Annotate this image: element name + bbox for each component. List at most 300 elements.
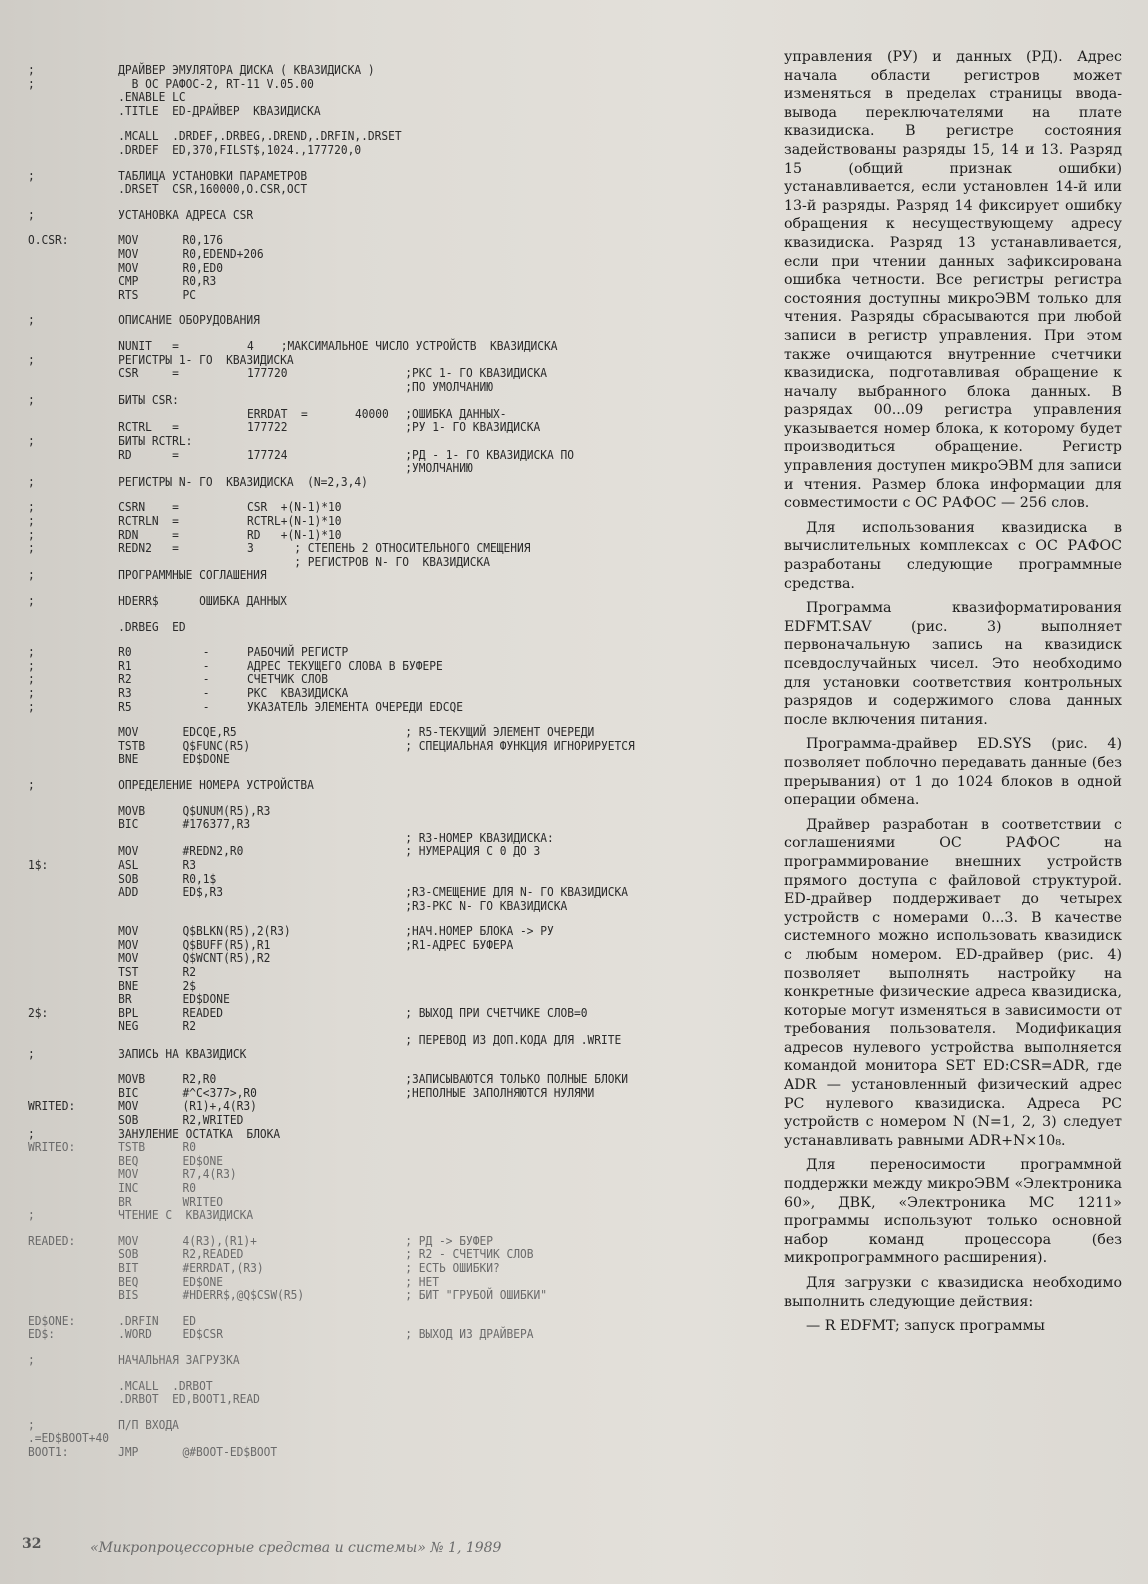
listing-field-c: READED <box>182 1005 224 1020</box>
listing-field-a: .=ED$BOOT+40 <box>28 1431 110 1446</box>
listing-line <box>28 421 709 435</box>
listing-line <box>28 144 709 158</box>
paragraph: — R EDFMT; запуск программы <box>806 1318 1045 1335</box>
paragraph: Для переносимости программной поддержки между микроЭВМ «Электроника 60», ДВК, «Электроника МС 1211» программы используют только основной набор команд процессора (без микропрограммного расширения). <box>784 1157 1122 1267</box>
listing-line <box>28 818 709 832</box>
listing-line <box>28 845 709 859</box>
listing-field-c: ED$DONE <box>182 752 230 767</box>
listing-field-a: ; <box>28 76 35 91</box>
listing-field-a: ; <box>28 699 35 714</box>
listing-line <box>28 966 709 980</box>
listing-field-b: BIC <box>118 1085 139 1100</box>
listing-field-a: ; <box>28 568 35 583</box>
listing-field-e: ;R3-СМЕЩЕНИЕ ДЛЯ N- ГО КВАЗИДИСКА <box>405 885 628 900</box>
listing-line <box>28 1432 709 1446</box>
listing-field-b: MOV <box>118 951 139 966</box>
listing-field-a: ; <box>28 474 35 489</box>
listing-field-b: SOB <box>118 1113 139 1127</box>
listing-field-b: MOV <box>118 844 139 859</box>
listing-field-e: ;РКС 1- ГО КВАЗИДИСКА <box>405 366 547 381</box>
listing-field-b: R1 <box>118 658 132 673</box>
listing-line <box>28 886 709 900</box>
listing-gap <box>28 1368 709 1380</box>
listing-field-b: РЕГИСТРЫ N- ГО КВАЗИДИСКА (N=2,3,4) <box>118 474 368 489</box>
listing-field-a: ED$: <box>28 1327 56 1342</box>
listing-field-b: ASL <box>118 857 139 872</box>
listing-field-b: RD = <box>118 447 179 462</box>
listing-field-b: ОПРЕДЕЛЕНИЕ НОМЕРА УСТРОЙСТВА <box>118 777 314 792</box>
listing-line <box>28 275 709 289</box>
listing-field-c: ED$CSR <box>182 1327 224 1342</box>
listing-line <box>28 170 709 184</box>
listing-line <box>28 1048 709 1062</box>
paragraph: Для использования квазидиска в вычислительных комплексах с ОС РАФОС разработаны следующие программные средства. <box>784 519 1122 592</box>
listing-line <box>28 262 709 276</box>
listing-field-c: 2$ <box>182 978 197 993</box>
listing-field-c: ED$ONE <box>182 1274 224 1289</box>
listing-field-a: ; <box>28 1126 35 1141</box>
listing-field-b: CSR = <box>118 366 179 381</box>
listing-line <box>28 1182 709 1196</box>
listing-field-a: ; <box>28 527 35 542</box>
listing-field-c: R0,ED0 <box>182 260 224 275</box>
listing-field-c: #^C<377>,R0 <box>182 1085 257 1100</box>
listing-field-c: WRITEO <box>182 1194 224 1209</box>
listing-field-a: READED: <box>28 1233 76 1248</box>
listing-line <box>28 1087 709 1101</box>
listing-field-d: АДРЕС ТЕКУЩЕГО СЛОВА В БУФЕРЕ <box>246 658 443 673</box>
listing-field-a: ; <box>28 594 35 608</box>
listing-field-b: REDN2 = <box>118 541 179 556</box>
listing-gap <box>28 158 709 170</box>
listing-field-e: ; ПЕРЕВОД ИЗ ДОП.КОДА ДЛЯ .WRITE <box>405 1033 622 1048</box>
listing-field-c: R2,WRITED <box>182 1113 244 1127</box>
listing-field-b: R5 <box>118 699 132 714</box>
listing-field-c: Q$BLKN(R5),2(R3) <box>182 924 291 939</box>
listing-line <box>28 779 709 793</box>
listing-gap <box>28 1303 709 1315</box>
listing-field-d: 177724 <box>246 447 288 462</box>
listing-line <box>28 805 709 819</box>
listing-field-e: ; БИТ "ГРУБОЙ ОШИБКИ" <box>405 1288 547 1303</box>
listing-line <box>28 381 709 395</box>
listing-field-d: РАБОЧИЙ РЕГИСТР <box>246 645 349 660</box>
listing-field-c: #HDERR$,@Q$CSW(R5) <box>182 1288 305 1303</box>
listing-line <box>28 595 709 609</box>
listing-field-b: TSTB <box>118 738 146 753</box>
listing-field-b: ОПИСАНИЕ ОБОРУДОВАНИЯ <box>118 313 260 328</box>
listing-field-b: ПРОГРАММНЫЕ СОГЛАШЕНИЯ <box>118 568 267 583</box>
listing-field-d: RD +(N-1)*10 <box>246 527 342 542</box>
listing-line <box>28 646 709 660</box>
listing-field-b: MOV <box>118 260 139 275</box>
listing-field-b: .MCALL .DRBOT <box>118 1378 213 1393</box>
listing-line <box>28 209 709 223</box>
listing-line <box>28 687 709 701</box>
listing-field-a: BOOT1: <box>28 1444 69 1459</box>
listing-line <box>28 542 709 556</box>
listing-field-b: BIS <box>118 1288 139 1303</box>
listing-field-b: .DRBEG ED <box>118 619 186 634</box>
listing-line <box>28 673 709 687</box>
listing-field-c: R2,R0 <box>182 1072 217 1087</box>
listing-field-c: ED <box>182 1313 197 1328</box>
listing-line <box>28 476 709 490</box>
listing-field-c: R0 <box>182 1180 197 1195</box>
listing-field-b: УСТАНОВКА АДРЕСА CSR <box>118 207 254 222</box>
listing-field-b: ADD <box>118 885 139 900</box>
listing-field-c: R0,EDEND+206 <box>182 246 264 261</box>
page-number: 32 <box>22 1536 42 1552</box>
listing-field-c: (R1)+,4(R3) <box>182 1099 257 1114</box>
listing-line <box>28 556 709 570</box>
listing-field-c: ED$DONE <box>182 992 230 1007</box>
listing-line <box>28 1128 709 1142</box>
listing-field-c: Q$BUFF(R5),R1 <box>182 937 271 952</box>
listing-line <box>28 1155 709 1169</box>
listing-field-b: ЗАПИСЬ НА КВАЗИДИСК <box>118 1046 247 1061</box>
paragraph: Программа-драйвер ED.SYS (рис. 4) позволяет поблочно передавать данные (без прерывания) от 1 до 1024 блоков в одной операции обмена. <box>784 736 1122 809</box>
listing-field-b: НАЧАЛЬНАЯ ЗАГРУЗКА <box>118 1352 240 1367</box>
listing-field-a: ED$ONE: <box>28 1313 76 1328</box>
listing-field-a: WRITEO: <box>28 1140 76 1155</box>
listing-line <box>28 701 709 715</box>
listing-field-c: 4(R3),(R1)+ <box>182 1233 257 1248</box>
listing-field-e: ; НЕТ <box>405 1274 439 1289</box>
listing-field-c: - <box>182 658 210 673</box>
listing-line <box>28 1315 709 1329</box>
listing-field-b: .DRDEF ED,370,FILST$,1024.,177720,0 <box>118 142 362 157</box>
listing-field-c: R0 <box>182 1140 197 1155</box>
listing-field-a: ; <box>28 541 35 556</box>
listing-line <box>28 740 709 754</box>
listing-line <box>28 1328 709 1342</box>
listing-line <box>28 1380 709 1394</box>
listing-field-e: ;УМОЛЧАНИЮ <box>405 461 473 476</box>
listing-line <box>28 1446 709 1460</box>
listing-field-e: ; ЕСТЬ ОШИБКИ? <box>405 1260 500 1275</box>
listing-line <box>28 925 709 939</box>
listing-line <box>28 248 709 262</box>
listing-field-c: R2 <box>182 1019 197 1034</box>
listing-field-a: 1$: <box>28 857 49 872</box>
listing-line <box>28 1007 709 1021</box>
listing-field-e: ;R3-РКС N- ГО КВАЗИДИСКА <box>405 898 568 913</box>
listing-gap <box>28 1407 709 1419</box>
listing-line <box>28 1235 709 1249</box>
listing-field-b: MOV <box>118 1167 139 1182</box>
listing-field-e: ;РД - 1- ГО КВАЗИДИСКА ПО <box>405 447 574 462</box>
listing-field-e: ;ЗАПИСЫВАЮТСЯ ТОЛЬКО ПОЛНЫЕ БЛОКИ <box>405 1072 628 1087</box>
listing-field-b: .WORD <box>118 1327 152 1342</box>
listing-field-c: - <box>182 685 210 700</box>
listing-line <box>28 314 709 328</box>
listing-line <box>28 993 709 1007</box>
listing-line <box>28 1354 709 1368</box>
listing-line <box>28 660 709 674</box>
listing-line <box>28 939 709 953</box>
listing-field-d: 3 ; СТЕПЕНЬ 2 ОТНОСИТЕЛЬНОГО СМЕЩЕНИЯ <box>246 541 531 556</box>
listing-field-c: R0,1$ <box>182 871 217 886</box>
listing-field-a: ; <box>28 1046 35 1061</box>
listing-field-d: СЧЕТЧИК СЛОВ <box>246 672 328 687</box>
listing-field-b: MOV <box>118 246 139 261</box>
listing-line <box>28 234 709 248</box>
listing-field-b: BIT <box>118 1260 139 1275</box>
listing-line <box>28 1248 709 1262</box>
journal-source: «Микропроцессорные средства и системы» № 1, 1989 <box>90 1540 502 1556</box>
listing-field-b: R2 <box>118 672 132 687</box>
listing-field-b: BEQ <box>118 1274 139 1289</box>
listing-line <box>28 78 709 92</box>
listing-field-b: .DRBOT ED,BOOT1,READ <box>118 1392 260 1407</box>
listing-field-c: R2 <box>182 965 197 980</box>
listing-line <box>28 515 709 529</box>
listing-field-e: ;НЕПОЛНЫЕ ЗАПОЛНЯЮТСЯ НУЛЯМИ <box>405 1085 595 1100</box>
listing-field-b: R3 <box>118 685 132 700</box>
listing-gap <box>28 197 709 209</box>
listing-line <box>28 1100 709 1114</box>
listing-line <box>28 1034 709 1048</box>
listing-field-b: MOV <box>118 725 139 740</box>
listing-field-b: HDERR$ ОШИБКА ДАННЫХ <box>118 594 287 608</box>
listing-field-d: 177720 <box>246 366 288 381</box>
listing-field-b: SOB <box>118 871 139 886</box>
listing-field-b: .ENABLE LC <box>118 90 186 105</box>
listing-line <box>28 1196 709 1210</box>
paragraph: Для загрузки с квазидиска необходимо выполнить следующие действия: <box>784 1275 1122 1310</box>
page-footer <box>22 1536 1122 1566</box>
listing-field-b: TST <box>118 965 139 980</box>
listing-field-e: ; РД -> БУФЕР <box>405 1233 493 1248</box>
listing-field-b: .DRSET CSR,160000,O.CSR,OCT <box>118 182 308 197</box>
listing-field-b: MOVB <box>118 1072 146 1087</box>
listing-gap <box>28 793 709 805</box>
listing-field-a: ; <box>28 658 35 673</box>
listing-field-e: ;ПО УМОЛЧАНИЮ <box>405 379 493 394</box>
listing-field-a: ; <box>28 352 35 367</box>
listing-line <box>28 1073 709 1087</box>
listing-field-b: CMP <box>118 274 139 289</box>
listing-field-b: БИТЫ CSR: <box>118 393 179 408</box>
listing-line <box>28 1114 709 1128</box>
listing-line <box>28 1168 709 1182</box>
listing-line <box>28 859 709 873</box>
listing-field-c: #ERRDAT,(R3) <box>182 1260 264 1275</box>
listing-field-b: CSRN = <box>118 500 179 515</box>
listing-line <box>28 289 709 303</box>
listing-field-b: MOV <box>118 937 139 952</box>
listing-line <box>28 394 709 408</box>
listing-field-d: 177722 <box>246 420 288 435</box>
listing-field-e: ;НАЧ.НОМЕР БЛОКА -> РУ <box>405 924 554 939</box>
paragraph: Программа квазиформатирования EDFMT.SAV (рис. 3) выполняет первоначальную запись на квазидиск псевдослучайных чисел. Это необходимо для установки соответствия контрольных разрядов и содержимого слова данных после включения питания. <box>784 600 1122 728</box>
listing-field-c: #REDN2,R0 <box>182 844 244 859</box>
listing-field-c: R2,READED <box>182 1247 244 1262</box>
listing-line <box>28 529 709 543</box>
listing-field-b: BEQ <box>118 1153 139 1168</box>
listing-field-b: SOB <box>118 1247 139 1262</box>
listing-field-d: ERRDAT = 40000 <box>246 406 389 421</box>
listing-field-b: JMP <box>118 1444 139 1459</box>
listing-line <box>28 1276 709 1290</box>
listing-line <box>28 449 709 463</box>
listing-field-a: O.CSR: <box>28 233 69 248</box>
listing-field-b: RCTRL = <box>118 420 179 435</box>
listing-field-d: УКАЗАТЕЛЬ ЭЛЕМЕНТА ОЧЕРЕДИ EDCQE <box>246 699 463 714</box>
listing-line <box>28 340 709 354</box>
listing-line <box>28 1393 709 1407</box>
listing-field-c: - <box>182 645 210 660</box>
listing-line <box>28 105 709 119</box>
listing-field-a: ; <box>28 777 35 792</box>
listing-field-b: .MCALL .DRDEF,.DRBEG,.DREND,.DRFIN,.DRSET <box>118 129 402 144</box>
listing-field-c: Q$UNUM(R5),R3 <box>182 803 271 818</box>
listing-field-a: ; <box>28 1417 35 1432</box>
listing-field-c: R3 <box>182 857 197 872</box>
listing-field-a: ; <box>28 514 35 529</box>
listing-field-a: ; <box>28 1208 35 1223</box>
listing-field-b: RCTRLN = <box>118 514 179 529</box>
listing-field-c: - <box>182 672 210 687</box>
article-text-column <box>784 48 1122 1342</box>
listing-field-a: ; <box>28 63 35 77</box>
listing-field-b: NEG <box>118 1019 139 1034</box>
listing-line <box>28 726 709 740</box>
listing-field-c: #176377,R3 <box>182 817 251 832</box>
listing-field-b: BNE <box>118 752 139 767</box>
listing-field-d: RCTRL+(N-1)*10 <box>246 514 342 529</box>
listing-line <box>28 1262 709 1276</box>
listing-field-d: 4 ;МАКСИМАЛЬНОЕ ЧИСЛО УСТРОЙСТВ КВАЗИДИСКА <box>246 338 558 353</box>
listing-field-b: РЕГИСТРЫ 1- ГО КВАЗИДИСКА <box>118 352 294 367</box>
listing-field-a: ; <box>28 207 35 222</box>
listing-gap <box>28 1223 709 1235</box>
listing-field-b: NUNIT = <box>118 338 179 353</box>
listing-field-c: R0,R3 <box>182 274 217 289</box>
assembler-listing <box>28 64 709 1524</box>
listing-field-a: ; <box>28 1352 35 1367</box>
listing-field-b: MOV <box>118 1233 139 1248</box>
listing-field-b: BR <box>118 1194 132 1209</box>
listing-field-b: INC <box>118 1180 139 1195</box>
listing-field-b: R0 <box>118 645 132 660</box>
listing-field-b: BNE <box>118 978 139 993</box>
listing-line <box>28 408 709 422</box>
listing-field-b: BPL <box>118 1005 139 1020</box>
listing-field-b: MOV <box>118 1099 139 1114</box>
listing-line <box>28 1020 709 1034</box>
listing-field-e: ; R3-НОМЕР КВАЗИДИСКА: <box>405 830 554 845</box>
listing-field-c: Q$FUNC(R5) <box>182 738 251 753</box>
listing-field-e: ; ВЫХОД ИЗ ДРАЙВЕРА <box>405 1327 534 1342</box>
listing-gap <box>28 609 709 621</box>
listing-field-c: ED$ONE <box>182 1153 224 1168</box>
listing-field-d: ; РЕГИСТРОВ N- ГО КВАЗИДИСКА <box>246 554 490 569</box>
listing-field-d: РКС КВАЗИДИСКА <box>246 685 349 700</box>
listing-line <box>28 900 709 914</box>
listing-field-b: В ОС РАФОС-2, RT-11 V.05.00 <box>118 76 314 91</box>
listing-field-c: R7,4(R3) <box>182 1167 237 1182</box>
listing-field-a: ; <box>28 168 35 183</box>
listing-field-a: ; <box>28 434 35 449</box>
listing-field-b: ЗАНУЛЕНИЕ ОСТАТКА БЛОКА <box>118 1126 281 1141</box>
listing-field-e: ;ОШИБКА ДАННЫХ- <box>405 406 507 421</box>
listing-field-b: BIC <box>118 817 139 832</box>
listing-line <box>28 130 709 144</box>
listing-field-e: ;R1-АДРЕС БУФЕРА <box>405 937 514 952</box>
listing-field-b: ДРАЙВЕР ЭМУЛЯТОРА ДИСКА ( КВАЗИДИСКА ) <box>118 63 375 77</box>
listing-field-c: Q$WCNT(R5),R2 <box>182 951 271 966</box>
listing-field-e: ; СПЕЦИАЛЬНАЯ ФУНКЦИЯ ИГНОРИРУЕТСЯ <box>405 738 635 753</box>
listing-line <box>28 354 709 368</box>
listing-line <box>28 952 709 966</box>
listing-line <box>28 980 709 994</box>
listing-line <box>28 832 709 846</box>
listing-field-e: ; R2 - СЧЕТЧИК СЛОВ <box>405 1247 534 1262</box>
listing-line <box>28 367 709 381</box>
listing-line <box>28 501 709 515</box>
listing-field-b: MOVB <box>118 803 146 818</box>
listing-field-a: ; <box>28 313 35 328</box>
listing-line <box>28 64 709 78</box>
listing-line <box>28 1419 709 1433</box>
listing-field-e: ; НУМЕРАЦИЯ С 0 ДО 3 <box>405 844 541 859</box>
listing-field-b: RDN = <box>118 527 179 542</box>
listing-field-a: ; <box>28 500 35 515</box>
listing-field-b: TSTB <box>118 1140 146 1155</box>
listing-field-b: ЧТЕНИЕ С КВАЗИДИСКА <box>118 1208 254 1223</box>
listing-field-b: ТАБЛИЦА УСТАНОВКИ ПАРАМЕТРОВ <box>118 168 308 183</box>
listing-field-b: БИТЫ RCTRL: <box>118 434 193 449</box>
listing-field-b: .DRFIN <box>118 1313 159 1328</box>
listing-field-c: PC <box>182 287 197 302</box>
listing-line <box>28 621 709 635</box>
listing-field-e: ; ВЫХОД ПРИ СЧЕТЧИКЕ СЛОВ=0 <box>405 1005 588 1020</box>
listing-field-c: @#BOOT-ED$BOOT <box>182 1444 278 1459</box>
listing-field-a: ; <box>28 685 35 700</box>
listing-field-a: ; <box>28 672 35 687</box>
listing-field-a: 2$: <box>28 1005 49 1020</box>
paragraph: Драйвер разработан в соответствии с соглашениями ОС РАФОС на программирование внешних устройств прямого доступа с файловой структурой. ED-драйвер поддерживает до четырех устройств с номерами 0...3. В качестве системного можно использовать квазидиск с любым номером. ED-драйвер (рис. 4) позволяет выполнять настройку на конкретные физические адреса квазидиска, которые могут изменяться в зависимости от требования пользователя. Модификация адресов нулевого устройства выполняется командой монитора SET ED:CSR=ADR, где ADR — установленный физический адрес РС нулевого квазидиска. Адреса РС устройств с номером N (N=1, 2, 3) следует устанавливать равными ADR+N×10₈. <box>784 816 1122 1149</box>
listing-field-a: WRITED: <box>28 1099 76 1114</box>
listing-field-e: ;РУ 1- ГО КВАЗИДИСКА <box>405 420 541 435</box>
listing-line <box>28 873 709 887</box>
listing-line <box>28 569 709 583</box>
listing-field-a: ; <box>28 645 35 660</box>
listing-field-b: MOV <box>118 233 139 248</box>
listing-line <box>28 183 709 197</box>
listing-field-c: R0,176 <box>182 233 224 248</box>
listing-field-c: - <box>182 699 210 714</box>
listing-line <box>28 435 709 449</box>
listing-line <box>28 1209 709 1223</box>
listing-line <box>28 91 709 105</box>
paragraph: управления (РУ) и данных (РД). Адрес начала области регистров может изменяться в пределах страницы ввода-вывода переключателями на плате квазидиска. В регистре состояния задействованы разряды 15, 14 и 13. Разряд 15 (общий признак ошибки) устанавливается, если установлен 14-й или 13-й разряды. Разряд 14 фиксирует ошибку обращения к несуществующему адресу квазидиска. Разряд 13 устанавливается, если при чтении данных зафиксирована ошибка четности. Все регистры регистра состояния доступны микроЭВМ только для чтения. Разряды сбрасываются при любой записи в регистр управления. При этом также очищаются внутренние счетчики квазидиска, подготавливая обращение к началу выбранного блока данных. В разрядах 00...09 регистра управления указывается номер блока, к которому будет производиться обращение. Регистр управления доступен микроЭВМ для записи и чтения. Размер блока информации для совместимости с ОС РАФОС — 256 слов. <box>784 49 1122 512</box>
listing-field-a: ; <box>28 393 35 408</box>
listing-field-b: П/П ВХОДА <box>118 1417 179 1432</box>
listing-field-d: CSR +(N-1)*10 <box>246 500 342 515</box>
listing-line <box>28 1141 709 1155</box>
listing-field-b: BR <box>118 992 132 1007</box>
listing-line <box>28 462 709 476</box>
listing-field-b: MOV <box>118 924 139 939</box>
listing-field-b: .TITLE ED-ДРАЙВЕР КВАЗИДИСКА <box>118 103 321 118</box>
listing-line <box>28 753 709 767</box>
listing-field-b: RTS <box>118 287 139 302</box>
listing-line <box>28 1289 709 1303</box>
listing-field-c: EDCQE,R5 <box>182 725 237 740</box>
